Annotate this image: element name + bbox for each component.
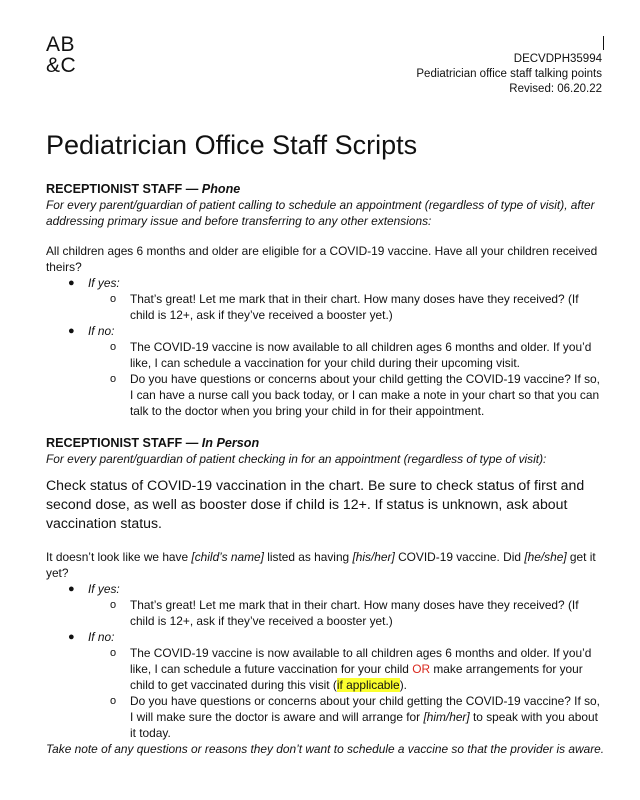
list-item bbox=[46, 629, 606, 741]
text-cursor bbox=[603, 36, 604, 50]
doc-code: DECVDPH35994 bbox=[513, 53, 602, 65]
sub-bullet-icon: o bbox=[110, 647, 117, 659]
bullet-icon: ● bbox=[68, 325, 75, 337]
closing-note: Take note of any questions or reasons they don’t want to schedule a vaccine so that the provider is aware. bbox=[46, 742, 605, 756]
company-logo bbox=[46, 34, 76, 76]
logo-line-1: AB bbox=[46, 33, 76, 56]
logo-line-2: &C bbox=[46, 54, 77, 77]
if-yes-label: If yes: bbox=[88, 582, 120, 596]
if-no-text-1: The COVID-19 vaccine is now available to all children ages 6 months and older. If you’d like, I can schedule a vaccination for your child during their upcoming visit. bbox=[130, 340, 592, 370]
list-item bbox=[88, 371, 606, 419]
if-no-label: If no: bbox=[88, 324, 115, 338]
phone-question: All children ages 6 months and older are eligible for a COVID-19 vaccine. Have all your children received theirs? bbox=[46, 244, 598, 274]
sub-bullet-icon: o bbox=[110, 695, 117, 707]
list-item bbox=[88, 645, 606, 693]
phone-intro: For every parent/guardian of patient calling to schedule an appointment (regardless of type of visit), after addressing primary issue and before transferring to any other extensions: bbox=[46, 198, 595, 228]
inperson-question: It doesn’t look like we have [child’s name] listed as having [his/her] COVID-19 vaccine. Did [he/she] get it yet? bbox=[46, 550, 596, 580]
if-no-text-2: Do you have questions or concerns about your child getting the COVID-19 vaccine? If so, I will make sure the doctor is aware and will arrange for [him/her] to speak with you about it today. bbox=[130, 694, 600, 740]
if-no-text-2: Do you have questions or concerns about your child getting the COVID-19 vaccine? If so, I can have a nurse call you back today, or I can make a note in your chart so that you can talk to the doctor when you bring your child in for their appointment. bbox=[130, 372, 600, 418]
sub-bullet-icon: o bbox=[110, 373, 117, 385]
if-yes-text: That’s great! Let me mark that in their chart. How many doses have they received? (If child is 12+, ask if they’ve received a booster yet.) bbox=[130, 598, 579, 628]
bullet-icon: ● bbox=[68, 277, 75, 289]
page-title: Pediatrician Office Staff Scripts bbox=[46, 130, 418, 160]
list-item bbox=[46, 323, 606, 419]
sub-bullet-icon: o bbox=[110, 341, 117, 353]
revised-date: Revised: 06.20.22 bbox=[509, 83, 602, 95]
list-item bbox=[88, 597, 606, 629]
if-yes-text: That’s great! Let me mark that in their chart. How many doses have they received? (If child is 12+, ask if they’ve received a booster yet.) bbox=[130, 292, 579, 322]
if-no-label: If no: bbox=[88, 630, 115, 644]
phone-responses bbox=[46, 275, 606, 419]
if-yes-label: If yes: bbox=[88, 276, 120, 290]
phone-section-heading: RECEPTIONIST STAFF — Phone bbox=[46, 182, 241, 196]
list-item bbox=[46, 275, 606, 323]
document-info bbox=[416, 52, 602, 97]
inperson-instruction: Check status of COVID-19 vaccination in the chart. Be sure to check status of first and second dose, as well as booster dose if child is 12+. If status is unknown, ask about vaccination status. bbox=[46, 477, 585, 531]
if-no-text-1: The COVID-19 vaccine is now available to all children ages 6 months and older. If you’d like, I can schedule a future vaccination for your child OR make arrangements for your child to get vaccinated during this visit (if applicable). bbox=[130, 646, 592, 692]
document-body bbox=[46, 181, 606, 757]
inperson-responses bbox=[46, 581, 606, 741]
doc-description: Pediatrician office staff talking points bbox=[416, 68, 602, 80]
list-item bbox=[88, 693, 606, 741]
list-item bbox=[46, 581, 606, 629]
list-item bbox=[88, 291, 606, 323]
inperson-section-heading: RECEPTIONIST STAFF — In Person bbox=[46, 436, 260, 450]
inperson-intro: For every parent/guardian of patient checking in for an appointment (regardless of type of visit): bbox=[46, 452, 547, 466]
list-item bbox=[88, 339, 606, 371]
sub-bullet-icon: o bbox=[110, 599, 117, 611]
bullet-icon: ● bbox=[68, 583, 75, 595]
highlighted-if-applicable: if applicable bbox=[336, 678, 400, 692]
sub-bullet-icon: o bbox=[110, 293, 117, 305]
bullet-icon: ● bbox=[68, 631, 75, 643]
or-emphasis: OR bbox=[412, 662, 431, 676]
